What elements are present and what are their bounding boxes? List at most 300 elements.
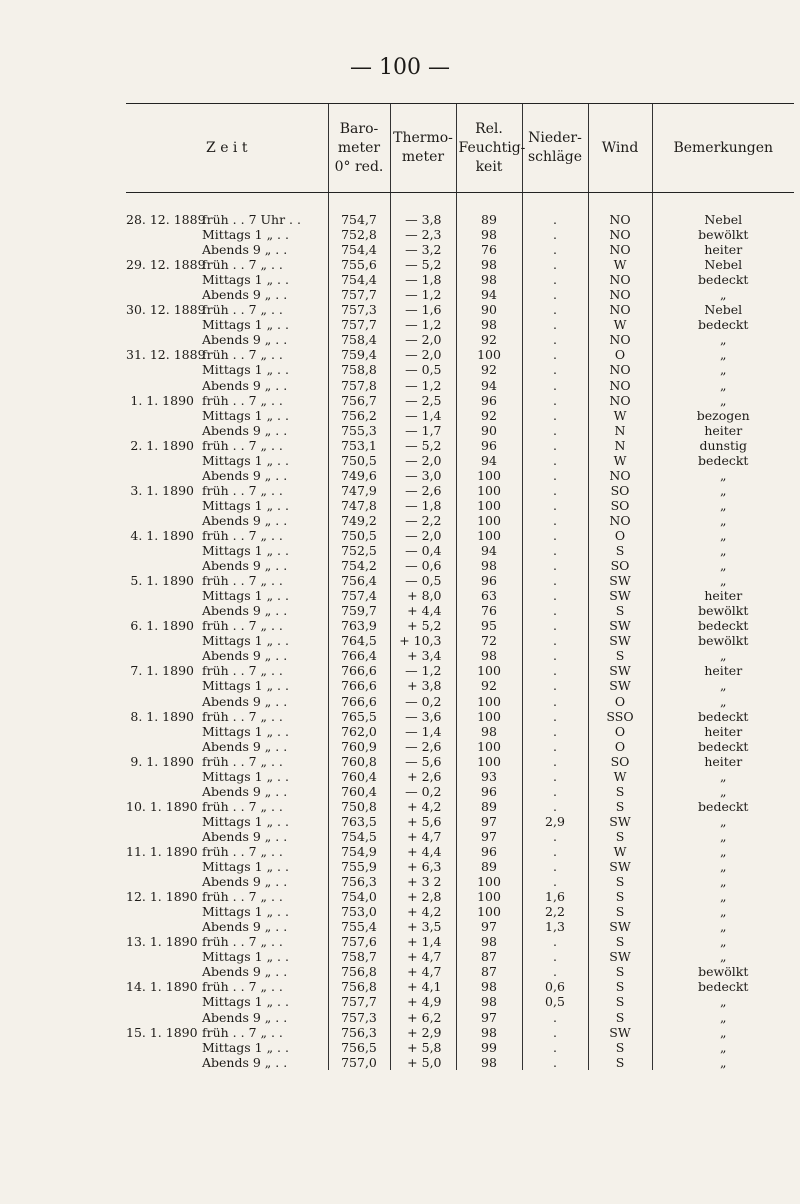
cell-baro: 766,4 [328, 648, 390, 663]
cell-date [126, 287, 202, 302]
table-row [126, 829, 794, 844]
cell-baro: 758,8 [328, 362, 390, 377]
cell-baro: 757,8 [328, 378, 390, 393]
cell-thermo: + 5,2 [390, 618, 456, 633]
cell-feucht: 96 [456, 844, 522, 859]
cell-feucht: 96 [456, 784, 522, 799]
cell-bemerkung: heiter [652, 588, 794, 603]
cell-nieder: 2,9 [522, 814, 588, 829]
cell-nieder: . [522, 648, 588, 663]
cell-thermo: — 3,0 [390, 468, 456, 483]
cell-wind: N [588, 438, 652, 453]
cell-date [126, 588, 202, 603]
cell-time: früh . . 7 „ . . [202, 257, 283, 273]
cell-wind: SO [588, 754, 652, 769]
cell-nieder: . [522, 769, 588, 784]
table-row [126, 648, 794, 663]
cell-bemerkung: „ [652, 648, 794, 663]
table-body [126, 193, 794, 1070]
cell-baro: 756,3 [328, 874, 390, 889]
cell-date [126, 1010, 202, 1025]
cell-thermo: + 1,4 [390, 934, 456, 949]
cell-date: 1. 1. 1890 [130, 392, 194, 408]
cell-thermo: + 3,5 [390, 919, 456, 934]
cell-wind: O [588, 528, 652, 543]
cell-date [126, 362, 202, 377]
cell-zeit [126, 829, 328, 844]
cell-feucht: 99 [456, 1040, 522, 1055]
cell-zeit [126, 362, 328, 377]
cell-zeit [126, 709, 328, 724]
cell-thermo: — 0,2 [390, 784, 456, 799]
table-row [126, 573, 794, 588]
cell-zeit [126, 799, 328, 814]
cell-bemerkung: dunstig [652, 438, 794, 453]
table-row [126, 1055, 794, 1070]
cell-bemerkung: „ [652, 287, 794, 302]
cell-baro: 755,6 [328, 257, 390, 272]
cell-date [126, 242, 202, 257]
cell-thermo: + 4,7 [390, 964, 456, 979]
cell-feucht: 98 [456, 724, 522, 739]
cell-thermo: + 4,1 [390, 979, 456, 994]
cell-thermo: — 1,4 [390, 408, 456, 423]
cell-zeit [126, 874, 328, 889]
cell-thermo: — 1,2 [390, 378, 456, 393]
cell-wind: S [588, 934, 652, 949]
cell-time: Mittags 1 „ . . [202, 859, 289, 875]
cell-time: Mittags 1 „ . . [202, 678, 289, 694]
cell-date [126, 874, 202, 889]
cell-time: Abends 9 „ . . [202, 467, 288, 483]
cell-nieder: . [522, 483, 588, 498]
cell-baro: 760,8 [328, 754, 390, 769]
cell-baro: 756,8 [328, 979, 390, 994]
cell-time: Abends 9 „ . . [202, 603, 288, 619]
cell-feucht: 96 [456, 438, 522, 453]
cell-bemerkung: „ [652, 994, 794, 1009]
cell-feucht: 89 [456, 799, 522, 814]
cell-nieder: . [522, 573, 588, 588]
cell-bemerkung: bewölkt [652, 633, 794, 648]
cell-zeit [126, 663, 328, 678]
cell-thermo: — 2,5 [390, 393, 456, 408]
cell-time: Abends 9 „ . . [202, 287, 288, 303]
cell-baro: 760,4 [328, 784, 390, 799]
table-row [126, 754, 794, 769]
cell-time: Abends 9 „ . . [202, 558, 288, 574]
cell-nieder: . [522, 332, 588, 347]
cell-time: früh . . 7 „ . . [202, 302, 283, 318]
cell-zeit [126, 633, 328, 648]
cell-feucht: 94 [456, 543, 522, 558]
table-row [126, 678, 794, 693]
cell-baro: 765,5 [328, 709, 390, 724]
cell-thermo: — 2,3 [390, 227, 456, 242]
cell-thermo: — 0,2 [390, 694, 456, 709]
cell-nieder: . [522, 302, 588, 317]
cell-baro: 755,9 [328, 859, 390, 874]
cell-baro: 757,7 [328, 994, 390, 1009]
cell-date [126, 1055, 202, 1070]
cell-baro: 752,5 [328, 543, 390, 558]
cell-thermo: — 2,6 [390, 483, 456, 498]
cell-wind: S [588, 904, 652, 919]
cell-bemerkung: „ [652, 1009, 794, 1024]
cell-baro: 755,4 [328, 919, 390, 934]
cell-time: Mittags 1 „ . . [202, 1039, 289, 1055]
cell-baro: 755,3 [328, 423, 390, 438]
cell-baro: 749,2 [328, 513, 390, 528]
cell-wind: S [588, 784, 652, 799]
cell-date: 31. 12. 1889 [126, 347, 206, 363]
cell-bemerkung: „ [652, 528, 794, 543]
cell-zeit [126, 934, 328, 949]
cell-bemerkung: „ [652, 498, 794, 513]
cell-zeit [126, 513, 328, 528]
cell-nieder: . [522, 543, 588, 558]
cell-date [126, 678, 202, 693]
cell-bemerkung: Nebel [652, 302, 794, 317]
cell-thermo: + 2,6 [390, 769, 456, 784]
cell-nieder: . [522, 438, 588, 453]
cell-date: 12. 1. 1890 [126, 889, 198, 905]
cell-wind: NO [588, 332, 652, 347]
cell-baro: 759,7 [328, 603, 390, 618]
cell-baro: 766,6 [328, 678, 390, 693]
cell-zeit [126, 483, 328, 498]
table-row [126, 814, 794, 829]
cell-wind: N [588, 423, 652, 438]
cell-feucht: 100 [456, 468, 522, 483]
cell-zeit [126, 242, 328, 257]
cell-date: 6. 1. 1890 [130, 618, 194, 634]
cell-feucht: 63 [456, 588, 522, 603]
cell-nieder: . [522, 212, 588, 227]
cell-baro: 756,3 [328, 1025, 390, 1040]
cell-time: Mittags 1 „ . . [202, 452, 289, 468]
cell-zeit [126, 859, 328, 874]
cell-nieder: . [522, 739, 588, 754]
cell-date [126, 513, 202, 528]
cell-feucht: 100 [456, 528, 522, 543]
cell-feucht: 97 [456, 919, 522, 934]
table-row [126, 769, 794, 784]
cell-feucht: 94 [456, 287, 522, 302]
cell-thermo: — 1,7 [390, 423, 456, 438]
table-header-row [126, 104, 794, 193]
cell-date [126, 468, 202, 483]
cell-feucht: 100 [456, 347, 522, 362]
cell-baro: 754,2 [328, 558, 390, 573]
cell-nieder: . [522, 949, 588, 964]
cell-nieder: . [522, 964, 588, 979]
cell-time: früh . . 7 „ . . [202, 347, 283, 363]
cell-wind: SO [588, 558, 652, 573]
cell-nieder: . [522, 844, 588, 859]
cell-wind: SW [588, 573, 652, 588]
table-row [126, 1040, 794, 1055]
cell-bemerkung: „ [652, 814, 794, 829]
cell-nieder: . [522, 362, 588, 377]
cell-feucht: 98 [456, 994, 522, 1009]
cell-feucht: 96 [456, 393, 522, 408]
table-row [126, 528, 794, 543]
cell-thermo: + 10,3 [390, 633, 456, 648]
cell-thermo: — 5,2 [390, 438, 456, 453]
cell-date: 13. 1. 1890 [126, 934, 198, 950]
table-row [126, 784, 794, 799]
cell-thermo: — 2,0 [390, 453, 456, 468]
cell-time: Mittags 1 „ . . [202, 317, 289, 333]
table-row [126, 919, 794, 934]
cell-nieder: . [522, 663, 588, 678]
cell-date: 11. 1. 1890 [126, 843, 198, 859]
cell-baro: 752,8 [328, 227, 390, 242]
cell-zeit [126, 423, 328, 438]
cell-bemerkung: „ [652, 483, 794, 498]
cell-feucht: 92 [456, 362, 522, 377]
cell-time: Mittags 1 „ . . [202, 407, 289, 423]
page-number: — 100 — [350, 55, 450, 80]
cell-date: 10. 1. 1890 [126, 798, 198, 814]
cell-zeit [126, 949, 328, 964]
cell-date [126, 994, 202, 1009]
cell-thermo: + 3 2 [390, 874, 456, 889]
cell-date [126, 1040, 202, 1055]
cell-wind: W [588, 453, 652, 468]
cell-wind: SO [588, 498, 652, 513]
cell-date: 30. 12. 1889 [126, 302, 206, 318]
cell-zeit [126, 724, 328, 739]
cell-feucht: 100 [456, 709, 522, 724]
cell-feucht: 94 [456, 378, 522, 393]
table-row [126, 994, 794, 1009]
cell-zeit [126, 739, 328, 754]
cell-time: früh . . 7 „ . . [202, 437, 283, 453]
cell-bemerkung: „ [652, 378, 794, 393]
cell-feucht: 98 [456, 1025, 522, 1040]
cell-date [126, 408, 202, 423]
table-row [126, 1009, 794, 1024]
cell-zeit [126, 648, 328, 663]
cell-time: Abends 9 „ . . [202, 919, 288, 935]
cell-wind: NO [588, 513, 652, 528]
cell-baro: 754,7 [328, 212, 390, 227]
cell-date: 15. 1. 1890 [126, 1024, 198, 1040]
cell-thermo: + 3,4 [390, 648, 456, 663]
cell-date [126, 633, 202, 648]
cell-thermo: — 1,8 [390, 272, 456, 287]
cell-wind: W [588, 317, 652, 332]
cell-nieder: . [522, 513, 588, 528]
cell-time: früh . . 7 „ . . [202, 708, 283, 724]
cell-thermo: — 2,0 [390, 332, 456, 347]
cell-wind: SW [588, 949, 652, 964]
table-row [126, 483, 794, 498]
cell-feucht: 98 [456, 648, 522, 663]
table-row [126, 633, 794, 648]
cell-nieder: . [522, 799, 588, 814]
cell-wind: NO [588, 272, 652, 287]
cell-thermo: + 4,9 [390, 994, 456, 1009]
cell-zeit [126, 498, 328, 513]
cell-nieder: . [522, 618, 588, 633]
cell-date: 7. 1. 1890 [130, 663, 194, 679]
cell-time: früh . . 7 „ . . [202, 392, 283, 408]
table-row [126, 438, 794, 453]
cell-date: 9. 1. 1890 [130, 753, 194, 769]
cell-wind: S [588, 994, 652, 1009]
cell-nieder: . [522, 393, 588, 408]
cell-zeit [126, 754, 328, 769]
cell-zeit [126, 257, 328, 272]
cell-date [126, 694, 202, 709]
cell-baro: 754,0 [328, 889, 390, 904]
cell-wind: O [588, 347, 652, 362]
table-row [126, 603, 794, 618]
cell-date [126, 949, 202, 964]
cell-bemerkung: „ [652, 468, 794, 483]
cell-time: früh . . 7 „ . . [202, 753, 283, 769]
cell-feucht: 100 [456, 874, 522, 889]
cell-bemerkung: bewölkt [652, 603, 794, 618]
cell-zeit [126, 588, 328, 603]
cell-baro: 756,2 [328, 408, 390, 423]
cell-wind: SSO [588, 709, 652, 724]
cell-bemerkung: „ [652, 543, 794, 558]
cell-wind: SW [588, 1025, 652, 1040]
cell-baro: 756,4 [328, 573, 390, 588]
cell-baro: 760,4 [328, 769, 390, 784]
cell-baro: 750,5 [328, 453, 390, 468]
cell-thermo: — 1,2 [390, 317, 456, 332]
cell-thermo: + 5,6 [390, 814, 456, 829]
cell-nieder: . [522, 603, 588, 618]
cell-baro: 750,5 [328, 528, 390, 543]
cell-feucht: 97 [456, 814, 522, 829]
cell-zeit [126, 964, 328, 979]
cell-time: Mittags 1 „ . . [202, 768, 289, 784]
table-row [126, 317, 794, 332]
cell-thermo: + 5,0 [390, 1055, 456, 1070]
table-row [126, 408, 794, 423]
cell-bemerkung: „ [652, 829, 794, 844]
cell-time: Mittags 1 „ . . [202, 949, 289, 965]
cell-wind: O [588, 724, 652, 739]
cell-time: früh . . 7 „ . . [202, 528, 283, 543]
cell-nieder: . [522, 317, 588, 332]
cell-nieder: . [522, 934, 588, 949]
cell-nieder: . [522, 678, 588, 693]
cell-zeit [126, 543, 328, 558]
cell-baro: 754,5 [328, 829, 390, 844]
cell-time: Abends 9 „ . . [202, 648, 288, 664]
cell-date [126, 227, 202, 242]
cell-date [126, 332, 202, 347]
cell-nieder: . [522, 227, 588, 242]
cell-bemerkung: „ [652, 769, 794, 784]
cell-baro: 754,4 [328, 242, 390, 257]
cell-bemerkung: „ [652, 694, 794, 709]
cell-nieder: . [522, 272, 588, 287]
cell-zeit [126, 814, 328, 829]
cell-time: Abends 9 „ . . [202, 422, 288, 438]
cell-time: Mittags 1 „ . . [202, 813, 289, 829]
weather-table-container [126, 103, 794, 1070]
table-row [126, 498, 794, 513]
cell-wind: SW [588, 678, 652, 693]
cell-thermo: — 3,8 [390, 212, 456, 227]
cell-bemerkung: heiter [652, 423, 794, 438]
cell-time: Mittags 1 „ . . [202, 633, 289, 649]
cell-baro: 757,4 [328, 588, 390, 603]
table-row [126, 663, 794, 678]
cell-thermo: + 2,9 [390, 1025, 456, 1040]
cell-bemerkung: bedeckt [652, 618, 794, 633]
cell-time: Abends 9 „ . . [202, 693, 288, 709]
cell-wind: SO [588, 483, 652, 498]
cell-wind: W [588, 408, 652, 423]
cell-thermo: — 2,0 [390, 347, 456, 362]
cell-wind: SW [588, 919, 652, 934]
cell-wind: W [588, 257, 652, 272]
cell-zeit [126, 272, 328, 287]
cell-thermo: — 1,6 [390, 302, 456, 317]
cell-feucht: 89 [456, 859, 522, 874]
cell-thermo: — 5,2 [390, 257, 456, 272]
table-row [126, 904, 794, 919]
cell-baro: 750,8 [328, 799, 390, 814]
cell-date [126, 543, 202, 558]
cell-wind: SW [588, 663, 652, 678]
cell-time: Mittags 1 „ . . [202, 543, 289, 559]
cell-feucht: 92 [456, 408, 522, 423]
cell-date: 2. 1. 1890 [130, 437, 194, 453]
cell-thermo: — 1,2 [390, 287, 456, 302]
cell-time: Abends 9 „ . . [202, 828, 288, 844]
table-row [126, 362, 794, 377]
cell-zeit [126, 453, 328, 468]
cell-feucht: 100 [456, 483, 522, 498]
cell-wind: SW [588, 633, 652, 648]
cell-date: 29. 12. 1889 [126, 257, 206, 273]
cell-bemerkung: „ [652, 362, 794, 377]
cell-date: 4. 1. 1890 [130, 528, 194, 543]
cell-time: früh . . 7 „ . . [202, 798, 283, 814]
table-row [126, 724, 794, 739]
cell-feucht: 93 [456, 769, 522, 784]
cell-nieder: . [522, 498, 588, 513]
cell-nieder: . [522, 694, 588, 709]
cell-bemerkung: bedeckt [652, 453, 794, 468]
cell-wind: S [588, 829, 652, 844]
cell-wind: W [588, 769, 652, 784]
cell-baro: 753,1 [328, 438, 390, 453]
cell-time: Abends 9 „ . . [202, 242, 288, 258]
cell-thermo: + 4,7 [390, 829, 456, 844]
cell-nieder: . [522, 709, 588, 724]
table-row [126, 618, 794, 633]
cell-feucht: 97 [456, 1009, 522, 1024]
table-row [126, 859, 794, 874]
cell-baro: 763,9 [328, 618, 390, 633]
cell-time: früh . . 7 „ . . [202, 482, 283, 498]
cell-date [126, 423, 202, 438]
cell-bemerkung: „ [652, 332, 794, 347]
table-row [126, 302, 794, 317]
cell-bemerkung: „ [652, 573, 794, 588]
